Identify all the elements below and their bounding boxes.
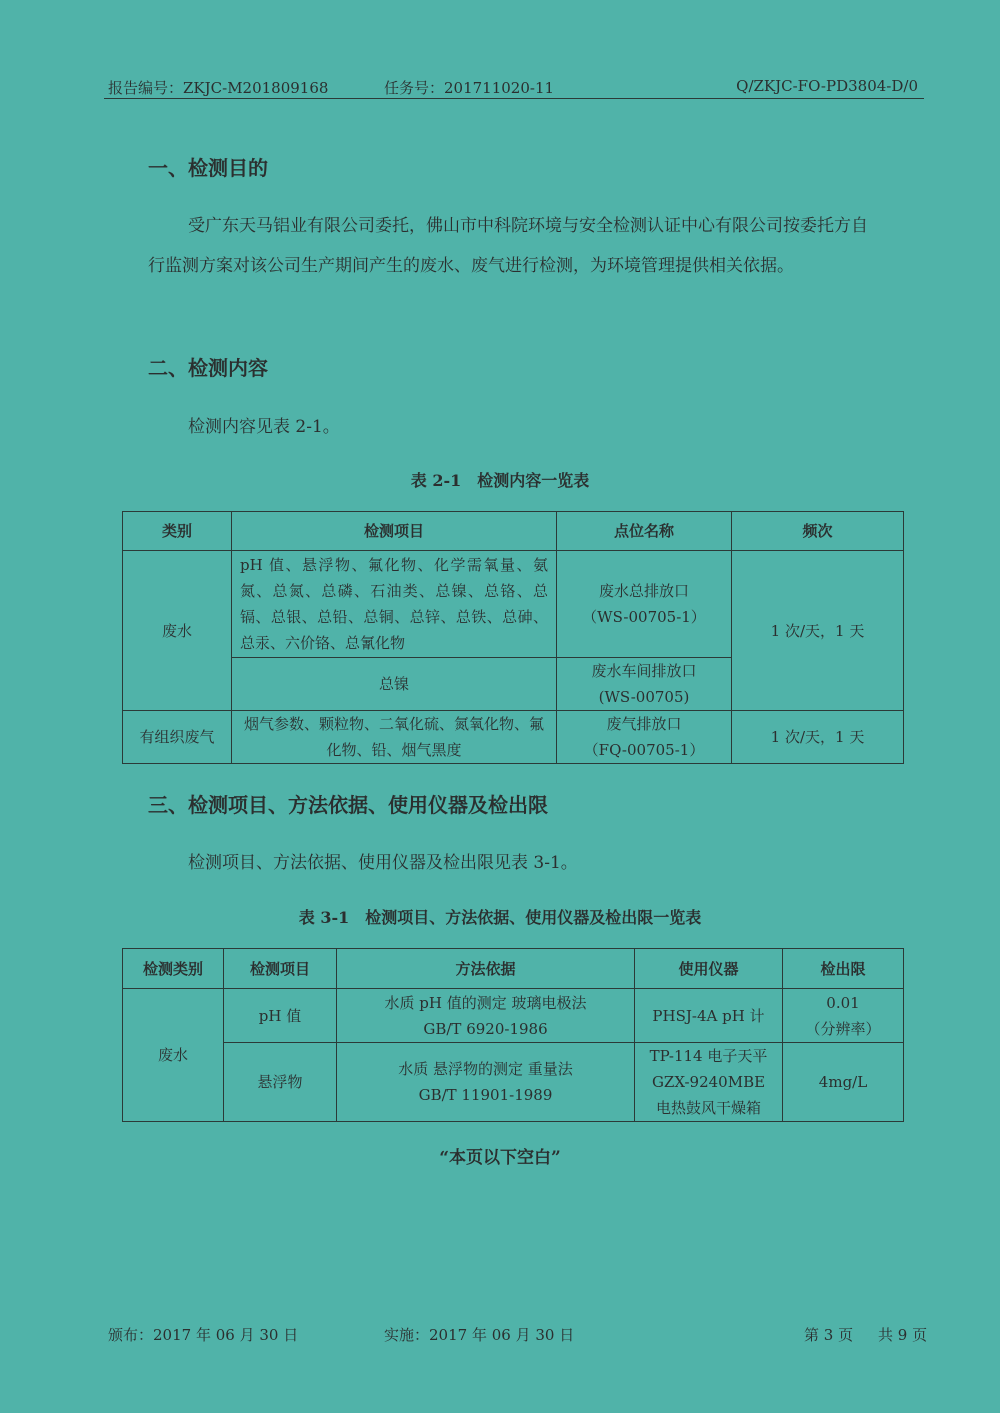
col-header: 检出限 bbox=[783, 949, 904, 989]
limit-cell: 4mg/L bbox=[783, 1043, 904, 1122]
site-cell bbox=[557, 551, 732, 658]
col-header: 使用仪器 bbox=[635, 949, 783, 989]
limit-cell bbox=[783, 989, 904, 1043]
col-header: 频次 bbox=[732, 512, 904, 551]
document-code: Q/ZKJC-FO-PD3804-D/0 bbox=[736, 77, 918, 95]
instrument: GZX-9240MBE bbox=[651, 1073, 766, 1091]
section-1-text: 受广东天马铝业有限公司委托，佛山市中科院环境与安全检测认证中心有限公司按委托方自行监测方案对该公司生产期间产生的废水、废气进行检测，为环境管理提供相关依据。 bbox=[148, 216, 868, 276]
method-cell bbox=[337, 1043, 635, 1122]
limit-note: （分辨率） bbox=[805, 1019, 881, 1038]
site-cell bbox=[557, 711, 732, 764]
category-cell: 废水 bbox=[123, 551, 232, 711]
effective-date: 实施：2017 年 06 月 30 日 bbox=[384, 1326, 575, 1344]
site-cell bbox=[557, 658, 732, 711]
instrument: TP-114 电子天平 bbox=[649, 1047, 768, 1065]
header-divider bbox=[104, 98, 924, 99]
section-3-text: 检测项目、方法依据、使用仪器及检出限见表 3-1。 bbox=[188, 853, 578, 873]
blank-note: “本页以下空白” bbox=[439, 1148, 561, 1168]
table-row bbox=[123, 551, 904, 658]
items-cell: pH 值、悬浮物、氟化物、化学需氧量、氨氮、总氮、总磷、石油类、总镍、总铬、总镉、总银、总铅、总铜、总锌、总铁、总砷、总汞、六价铬、总氰化物 bbox=[232, 551, 557, 658]
section-3-title: 三、检测项目、方法依据、使用仪器及检出限 bbox=[148, 793, 548, 817]
category-cell: 有组织废气 bbox=[123, 711, 232, 764]
section-1-title: 一、检测目的 bbox=[148, 156, 268, 180]
section-2-title: 二、检测内容 bbox=[148, 356, 268, 380]
table-2-1 bbox=[122, 511, 904, 764]
instrument-cell: PHSJ-4A pH 计 bbox=[635, 989, 783, 1043]
site-code: (WS-00705) bbox=[598, 688, 690, 706]
method-standard: GB/T 6920-1986 bbox=[423, 1019, 548, 1038]
table-row bbox=[123, 1043, 904, 1122]
instrument-cell bbox=[635, 1043, 783, 1122]
site-code: （FQ-00705-1） bbox=[583, 741, 705, 759]
site-name: 废水总排放口 bbox=[598, 582, 689, 600]
table-3-1 bbox=[122, 948, 904, 1122]
table-2-1-caption: 表 2-1 检测内容一览表 bbox=[410, 471, 590, 490]
instrument: 电热鼓风干燥箱 bbox=[655, 1099, 761, 1117]
items-cell: 烟气参数、颗粒物、二氧化硫、氮氧化物、氟化物、铅、烟气黑度 bbox=[232, 711, 557, 764]
issue-date: 颁布：2017 年 06 月 30 日 bbox=[108, 1326, 299, 1344]
limit-value: 0.01 bbox=[826, 993, 860, 1012]
task-number: 任务号：201711020-11 bbox=[384, 79, 555, 97]
table-row bbox=[123, 711, 904, 764]
col-header: 检测项目 bbox=[224, 949, 337, 989]
category-cell: 废水 bbox=[123, 989, 224, 1122]
col-header: 类别 bbox=[123, 512, 232, 551]
col-header: 点位名称 bbox=[557, 512, 732, 551]
page-total: 共 9 页 bbox=[878, 1326, 928, 1344]
frequency-cell: 1 次/天，1 天 bbox=[732, 711, 904, 764]
items-cell: 总镍 bbox=[232, 658, 557, 711]
site-name: 废气排放口 bbox=[606, 715, 682, 733]
report-number: 报告编号：ZKJC-M201809168 bbox=[108, 79, 329, 97]
frequency-cell: 1 次/天，1 天 bbox=[732, 551, 904, 711]
method-name: 水质 悬浮物的测定 重量法 bbox=[398, 1060, 573, 1078]
page-number: 第 3 页 bbox=[804, 1326, 854, 1344]
method-cell bbox=[337, 989, 635, 1043]
site-name: 废水车间排放口 bbox=[591, 662, 697, 680]
item-cell: pH 值 bbox=[224, 989, 337, 1043]
site-code: （WS-00705-1） bbox=[582, 608, 706, 626]
item-cell: 悬浮物 bbox=[224, 1043, 337, 1122]
col-header: 方法依据 bbox=[337, 949, 635, 989]
method-name: 水质 pH 值的测定 玻璃电极法 bbox=[384, 993, 587, 1012]
method-standard: GB/T 11901-1989 bbox=[418, 1086, 553, 1104]
col-header: 检测项目 bbox=[232, 512, 557, 551]
col-header: 检测类别 bbox=[123, 949, 224, 989]
section-2-text: 检测内容见表 2-1。 bbox=[188, 417, 340, 437]
table-row bbox=[123, 989, 904, 1043]
table-3-1-caption: 表 3-1 检测项目、方法依据、使用仪器及检出限一览表 bbox=[298, 908, 702, 927]
